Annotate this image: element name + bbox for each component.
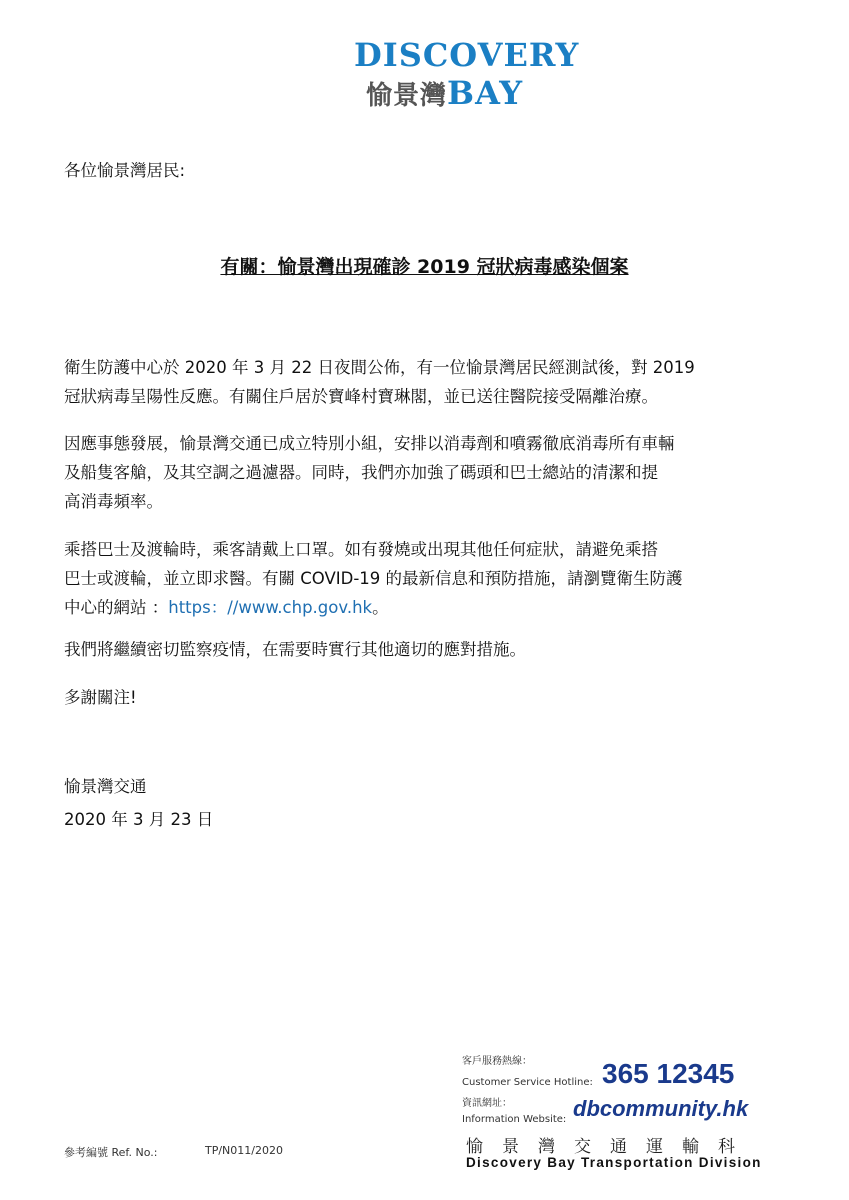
paragraph-4-line-1: 我們將繼續密切監察疫情，在需要時實行其他適切的應對措施。 <box>64 640 526 659</box>
reference-label: 參考編號 Ref. No.: <box>64 1146 158 1159</box>
logo-discovery-text: DISCOVERY <box>354 36 580 74</box>
logo-chinese-text: 愉景灣 <box>366 81 448 111</box>
division-name-chinese: 愉景灣交通運輸科 <box>466 1137 754 1157</box>
paragraph-2-line-3: 高消毒頻率。 <box>64 492 163 511</box>
hotline-label-chinese: 客戶服務熱線： <box>462 1056 532 1067</box>
website-label-english: Information Website: <box>462 1114 567 1125</box>
paragraph-2-line-2: 及船隻客艙，及其空調之過濾器。同時，我們亦加強了碼頭和巴士總站的清潔和提 <box>64 463 658 482</box>
discovery-bay-logo <box>350 36 580 112</box>
logo-bay-text: BAY <box>447 74 524 112</box>
hotline-label-english: Customer Service Hotline: <box>462 1077 593 1088</box>
website-label-chinese: 資訊網址： <box>462 1098 512 1109</box>
chp-website-link[interactable]: https：//www.chp.gov.hk <box>168 598 373 617</box>
paragraph-1 <box>64 353 794 411</box>
paragraph-3 <box>64 535 794 622</box>
notice-title: 有關：愉景灣出現確診 2019 冠狀病毒感染個案 <box>220 256 629 278</box>
signature-organization: 愉景灣交通 <box>64 777 147 796</box>
division-name-english: Discovery Bay Transportation Division <box>466 1155 762 1170</box>
paragraph-1-line-1: 衛生防護中心於 2020 年 3 月 22 日夜間公佈，有一位愉景灣居民經測試後，對 2019 <box>64 358 695 377</box>
hotline-number: 365 12345 <box>602 1058 735 1089</box>
logo-bottom-row <box>366 74 523 112</box>
paragraph-1-line-2: 冠狀病毒呈陽性反應。有關住戶居於寶峰村寶琳閣，並已送往醫院接受隔離治療。 <box>64 387 658 406</box>
paragraph-3-line-1: 乘搭巴士及渡輪時，乘客請戴上口罩。如有發燒或出現其他任何症狀，請避免乘搭 <box>64 540 658 559</box>
thanks-line: 多謝關注! <box>64 688 137 707</box>
paragraph-2 <box>64 429 794 516</box>
paragraph-2-line-1: 因應事態發展，愉景灣交通已成立特別小組，安排以消毒劑和噴霧徹底消毒所有車輛 <box>64 434 675 453</box>
signature-date: 2020 年 3 月 23 日 <box>64 810 214 829</box>
paragraph-3-line-2: 巴士或渡輪，並立即求醫。有關 COVID-19 的最新信息和預防措施，請瀏覽衛生防護 <box>64 569 683 588</box>
greeting: 各位愉景灣居民: <box>64 161 186 180</box>
community-website-link[interactable]: dbcommunity.hk <box>573 1096 749 1121</box>
paragraph-3-line-3-suffix: 。 <box>372 598 389 617</box>
paragraph-3-line-3 <box>64 593 794 622</box>
reference-number: TP/N011/2020 <box>205 1144 283 1157</box>
paragraph-4 <box>64 635 794 664</box>
paragraph-3-line-3-prefix: 中心的網站 ： <box>64 598 169 617</box>
